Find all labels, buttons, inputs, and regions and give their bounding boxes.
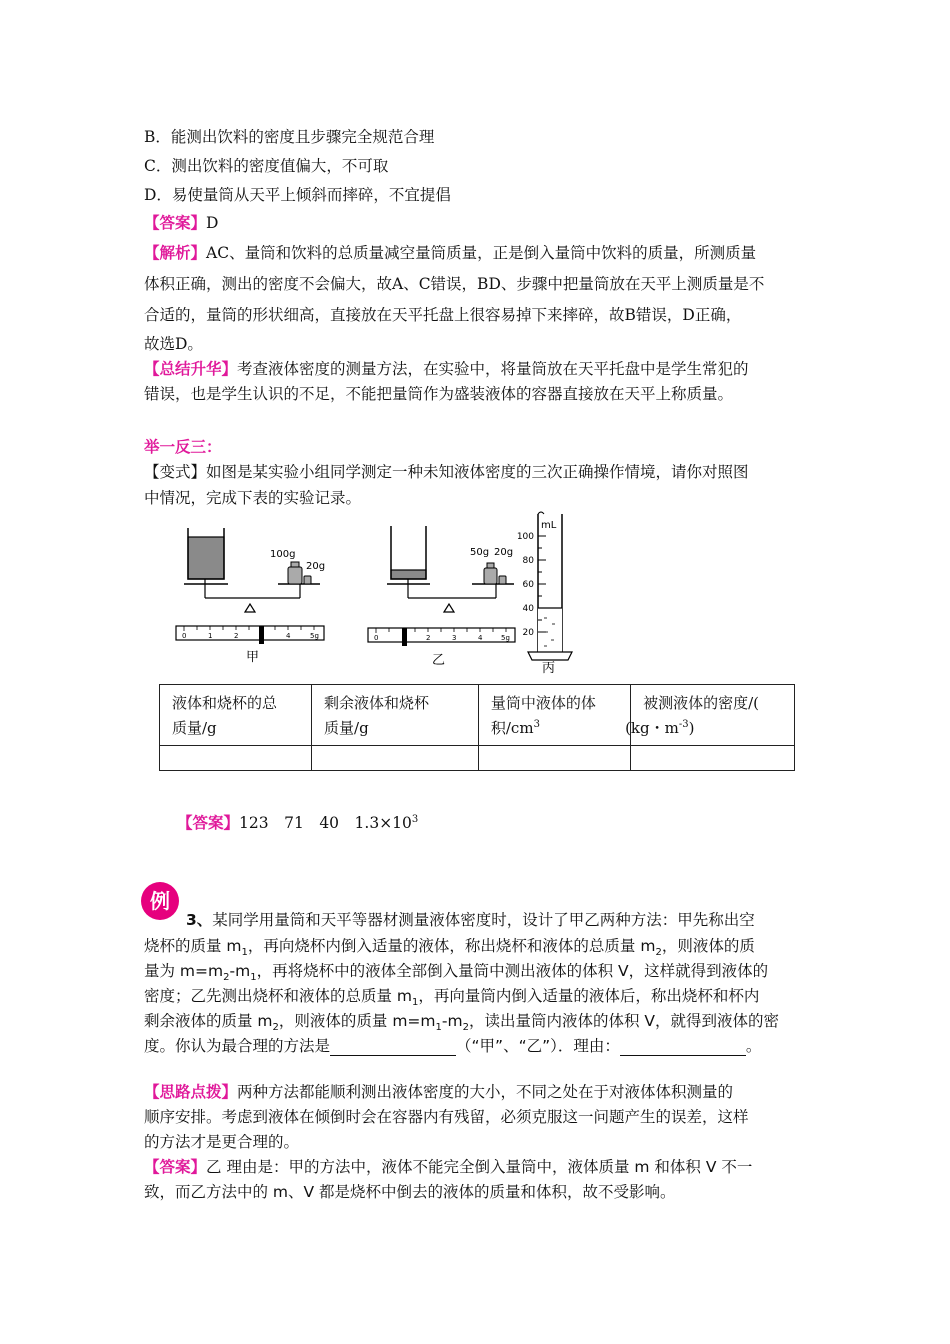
- table-answer-row: [160, 746, 795, 771]
- cylinder-tick-100: 100: [516, 532, 534, 542]
- analysis-line-1: [144, 243, 756, 263]
- scale-num-3-yi: 3: [452, 634, 457, 642]
- option-d: D．易使量筒从天平上倾斜而摔碎，不宜提倡: [144, 186, 451, 204]
- beaker-full-liquid: [188, 537, 224, 579]
- answer-cell-4[interactable]: [631, 746, 795, 771]
- example-answer-line-2: 致，而乙方法中的 m、V 都是烧杯中倒去的液体的质量和体积，故不受影响。: [144, 1183, 676, 1201]
- panel-bing: [517, 512, 572, 676]
- weight-label-20g: 20g: [306, 561, 326, 572]
- cylinder-tick-20: 20: [522, 628, 534, 638]
- example-badge: 例: [141, 882, 179, 920]
- weight-label-50g: 50g: [470, 547, 490, 558]
- hint-line-1: 【思路点拨】两种方法都能顺利测出液体密度的大小，不同之处在于对液体体积测量的: [144, 1083, 734, 1101]
- scale-num-5: 5g: [310, 632, 319, 640]
- cylinder-unit: mL: [541, 520, 557, 531]
- practice-answer-text: 123 71 40 1.3×10: [239, 814, 412, 832]
- header-total-mass: 液体和烧杯的总 质量/g: [160, 685, 312, 746]
- example-answer-line-1: 【答案】乙 理由是：甲的方法中，液体不能完全倒入量筒中，液体质量 m 和体积 V 不一: [144, 1158, 753, 1176]
- analysis-line-3: 合适的，量筒的形状细高，直接放在天平托盘上很容易掉下来摔碎，故B错误，D正确，: [144, 306, 742, 324]
- summary-line-2: 错误，也是学生认识的不足，不能把量筒作为盛装液体的容器直接放在天平上称质量。: [144, 385, 734, 403]
- practice-answer: [177, 813, 418, 833]
- practice-text-1: 如图是某实验小组同学测定一种未知液体密度的三次正确操作情境，请你对照图: [206, 463, 749, 481]
- hint-line-3: 的方法才是更合理的。: [144, 1133, 300, 1151]
- practice-heading: 举一反三：: [144, 437, 222, 456]
- record-table: [159, 684, 795, 771]
- hint-tag: 【思路点拨】: [144, 1083, 238, 1101]
- fulcrum-jia: [245, 604, 255, 612]
- answer-cell-1[interactable]: [160, 746, 312, 771]
- beaker-residue-liquid: [391, 570, 426, 579]
- summary-tag: 【总结升华】: [144, 359, 238, 378]
- panel-jia: [176, 528, 325, 665]
- rider-scale-jia: [176, 626, 324, 640]
- fulcrum-yi: [444, 604, 454, 612]
- scale-num-2: 2: [234, 632, 239, 640]
- header-density: 被测液体的密度/( (kg・$m^{-3}$): [631, 685, 795, 746]
- scale-num-5-yi: 5g: [501, 634, 510, 642]
- scale-num-0-yi: 0: [374, 634, 379, 642]
- blank-method[interactable]: [330, 1039, 456, 1056]
- panel-yi: [368, 526, 515, 668]
- example-line-5: 剩余液体的质量 $m_2$，则液体的质量 $m=m_1-m_2$，读出量筒内液体的体积 V，就得到液体的密: [144, 1012, 780, 1034]
- hint-line-2: 顺序安排。考虑到液体在倾倒时会在容器内有残留，必须克服这一问题产生的误差，这样: [144, 1108, 749, 1126]
- practice-line-2: 中情况，完成下表的实验记录。: [144, 489, 362, 507]
- blank-reason[interactable]: [620, 1039, 746, 1056]
- scale-num-2-yi: 2: [426, 634, 431, 642]
- cylinder-tick-40: 40: [522, 604, 534, 614]
- answer-tag: 【答案】: [144, 213, 207, 232]
- weight-20g-yi: [499, 576, 506, 584]
- label-yi: 乙: [432, 653, 446, 668]
- analysis-line-4: 故选D。: [144, 335, 203, 353]
- question-answer: [144, 213, 218, 233]
- answer-cell-2[interactable]: [312, 746, 479, 771]
- example-line-3: 量为 $m=m_2-m_1$，再将烧杯中的液体全部倒入量筒中测出液体的体积 V，这样就得到液体的: [144, 962, 769, 984]
- header-remaining-mass: 剩余液体和烧杯 质量/g: [312, 685, 479, 746]
- analysis-tag: 【解析】: [144, 243, 207, 262]
- cylinder-tick-60: 60: [522, 580, 534, 590]
- balance-figure: [160, 506, 610, 680]
- answer-cell-3[interactable]: [478, 746, 630, 771]
- analysis-line-2: 体积正确，测出的密度不会偏大，故A、C错误，BD、步骤中把量筒放在天平上测质量是不: [144, 275, 765, 293]
- example-answer-tag: 【答案】: [144, 1158, 207, 1176]
- weight-label-20g-yi: 20g: [494, 547, 514, 558]
- example-line-1: 3、某同学用量筒和天平等器材测量液体密度时，设计了甲乙两种方法：甲先称出空: [186, 911, 755, 929]
- practice-tag: 【变式】: [144, 463, 207, 481]
- summary-text-1: 考查液体密度的测量方法，在实验中，将量筒放在天平托盘中是学生常犯的: [237, 360, 749, 378]
- example-line-2: 烧杯的质量 $m_1$，再向烧杯内倒入适量的液体，称出烧杯和液体的总质量 $m_2$，则液体的质: [144, 937, 755, 959]
- summary-line-1: [144, 359, 749, 379]
- example-line-6: 度。你认为最合理的方法是 （“甲”、“乙”）．理由： 。: [144, 1037, 762, 1055]
- cylinder-tick-80: 80: [522, 556, 534, 566]
- option-c: C．测出饮料的密度值偏大，不可取: [144, 157, 389, 175]
- scale-num-4-yi: 4: [478, 634, 483, 642]
- option-b: B．能测出饮料的密度且步骤完全规范合理: [144, 128, 435, 146]
- answer-text: D: [206, 214, 219, 232]
- scale-num-4: 4: [286, 632, 291, 640]
- label-jia: 甲: [246, 650, 260, 665]
- scale-num-0: 0: [182, 632, 187, 640]
- scale-num-1: 1: [208, 632, 213, 640]
- weight-label-100g: 100g: [270, 549, 296, 560]
- analysis-text-1: AC、量筒和饮料的总质量减空量筒质量，正是倒入量筒中饮料的质量，所测质量: [206, 244, 757, 262]
- header-volume: 量筒中液体的体 积$/cm^3$: [478, 685, 630, 746]
- practice-answer-tag: 【答案】: [177, 813, 240, 832]
- cylinder-base: [528, 652, 572, 660]
- practice-answer-sup: 3: [411, 813, 419, 825]
- table-header-row: [160, 685, 795, 746]
- example-line-4: 密度；乙先测出烧杯和液体的总质量 $m_1$，再向量筒内倒入适量的液体后，称出烧杯和杯内: [144, 987, 760, 1009]
- weight-50g: [484, 568, 497, 584]
- weight-20g: [304, 576, 311, 584]
- weight-100g: [288, 567, 302, 584]
- label-bing: 丙: [542, 661, 556, 676]
- practice-line-1: [144, 462, 749, 482]
